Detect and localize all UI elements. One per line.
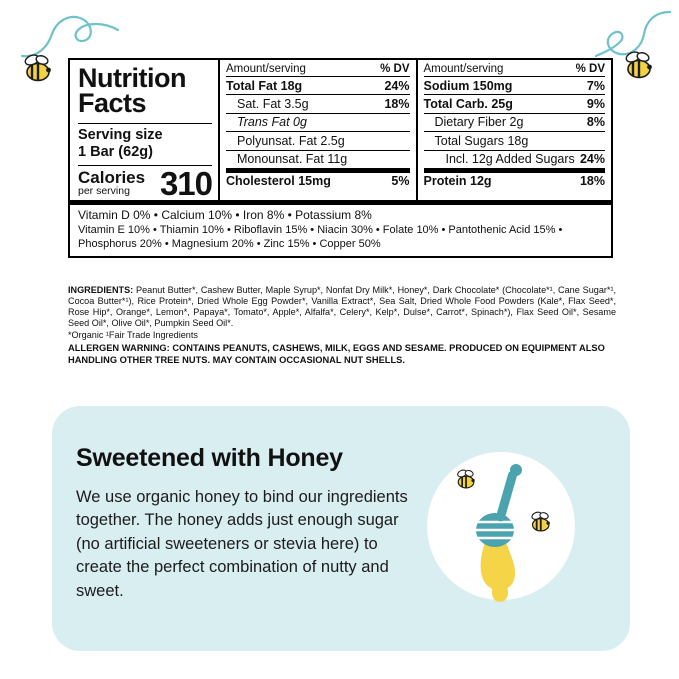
serving-size-value: 1 Bar (62g) (78, 144, 153, 161)
honey-dipper-illustration (406, 434, 596, 624)
nutrient-columns (220, 60, 611, 200)
nutrient-row (424, 94, 606, 112)
nutrient-row (226, 168, 410, 190)
nutrient-dv: 18% (579, 174, 605, 189)
nutrient-name: Dietary Fiber 2g (434, 115, 524, 130)
percent-dv-header: % DV (380, 63, 410, 75)
nutrient-row (424, 131, 606, 149)
vitamins-section (70, 200, 611, 256)
nutrient-dv: 9% (586, 96, 605, 111)
nutrient-dv: 24% (384, 78, 410, 93)
organic-footnote: *Organic ¹Fair Trade Ingredients (68, 330, 198, 341)
ingredients-heading: INGREDIENTS: (68, 285, 134, 295)
bee-icon-top-right (618, 48, 660, 84)
vitamins-secondary-line: Vitamin E 10% • Thiamin 10% • Riboflavin 15% • Niacin 30% • Folate 10% • Pantothenic Acid 15% • Phosphorus 20% • Magnesium 20% • Zinc 15% • Copper 50% (78, 223, 563, 251)
nutrient-dv: 24% (579, 152, 605, 166)
nutrient-row (226, 94, 410, 112)
nutrient-row (424, 150, 606, 168)
nutrient-row (226, 113, 410, 131)
nutrient-name: Sodium 150mg (423, 78, 513, 93)
ingredients-block (68, 285, 616, 366)
nutrient-name: Incl. 12g Added Sugars (445, 152, 575, 166)
calories-sublabel: per serving (78, 185, 130, 198)
nutrition-facts-title: Nutrition Facts (78, 63, 186, 119)
nutrient-name: Total Fat 18g (226, 78, 303, 93)
nutrient-name: Trans Fat 0g (237, 115, 307, 130)
nutrient-row (424, 168, 606, 190)
column-header-left (226, 63, 410, 76)
nutrient-rows-right (424, 76, 606, 190)
nutrient-name: Total Carb. 25g (423, 96, 513, 111)
honey-card-title: Sweetened with Honey (76, 444, 343, 472)
nutrient-row (424, 76, 606, 94)
percent-dv-header: % DV (575, 63, 605, 75)
nutrition-top-section (70, 60, 611, 200)
nutrient-dv: 18% (384, 96, 410, 111)
bee-icon-top-left (18, 52, 58, 86)
nutrient-row (424, 113, 606, 131)
nutrient-rows-left (226, 76, 410, 190)
ingredients-paragraph (68, 285, 616, 329)
nutrient-name: Cholesterol 15mg (226, 174, 331, 189)
ingredients-text: Peanut Butter*, Cashew Butter, Maple Syrup*, Nonfat Dry Milk*, Honey*, Dark Chocolate* (Chocolate*¹, Cane Sugar*¹, Cocoa Butter*¹), Rice Protein*, Dried Whole Egg Powder*, Vanilla Extract*, Sea Salt, Dried Whole Food Powders (Kale*, Flax Seed*, Rose Hip*, Orange*, Lemon*, Papaya*, Tomato*, Apple*, Alfalfa*, Celery*, Kelp*, Dulse*, Carrot*, Spinach*), Flax Seed Oil*, Sesame Seed Oil*, Olive Oil*, Pumpkin Seed Oil*. (68, 285, 616, 329)
vitamins-primary-line: Vitamin D 0% • Calcium 10% • Iron 8% • Potassium 8% (78, 207, 372, 222)
nutrient-name: Total Sugars 18g (434, 133, 529, 148)
nutrient-column-right (416, 60, 612, 200)
allergen-warning: ALLERGEN WARNING: CONTAINS PEANUTS, CASHEWS, MILK, EGGS AND SESAME. PRODUCED ON EQUIPMENT ALSO HANDLING OTHER TREE NUTS. MAY CONTAIN OCCASIONAL NUT SHELLS. (68, 343, 605, 365)
nutrient-name: Polyunsat. Fat 2.5g (237, 133, 345, 148)
nutrient-name: Sat. Fat 3.5g (237, 96, 309, 111)
column-header-right (424, 63, 606, 76)
nutrient-row (226, 76, 410, 94)
calories-label: Calories (78, 167, 146, 187)
honey-card-body: We use organic honey to bind our ingredients together. The honey adds just enough sugar (no artificial sweeteners or stevia here) to create the perfect combination of nutty and sweet. (76, 488, 408, 600)
nutrient-name: Protein 12g (423, 174, 492, 189)
nutrient-dv: 7% (586, 78, 605, 93)
serving-size-label: Serving size (78, 126, 163, 143)
amount-per-serving-header: Amount/serving (423, 63, 504, 75)
nutrient-dv: 5% (391, 174, 410, 189)
nutrition-facts-panel (68, 58, 613, 258)
nutrient-dv: 8% (586, 115, 605, 130)
honey-info-card (52, 406, 630, 651)
nutrient-name: Monounsat. Fat 11g (237, 152, 348, 166)
amount-per-serving-header: Amount/serving (226, 63, 306, 75)
nutrient-row (226, 131, 410, 149)
divider (78, 123, 212, 124)
calories-row (78, 164, 212, 202)
nutrient-column-left (220, 60, 416, 200)
nutrient-row (226, 150, 410, 168)
nutrition-summary-column (70, 60, 220, 200)
calories-value: 310 (159, 164, 212, 202)
